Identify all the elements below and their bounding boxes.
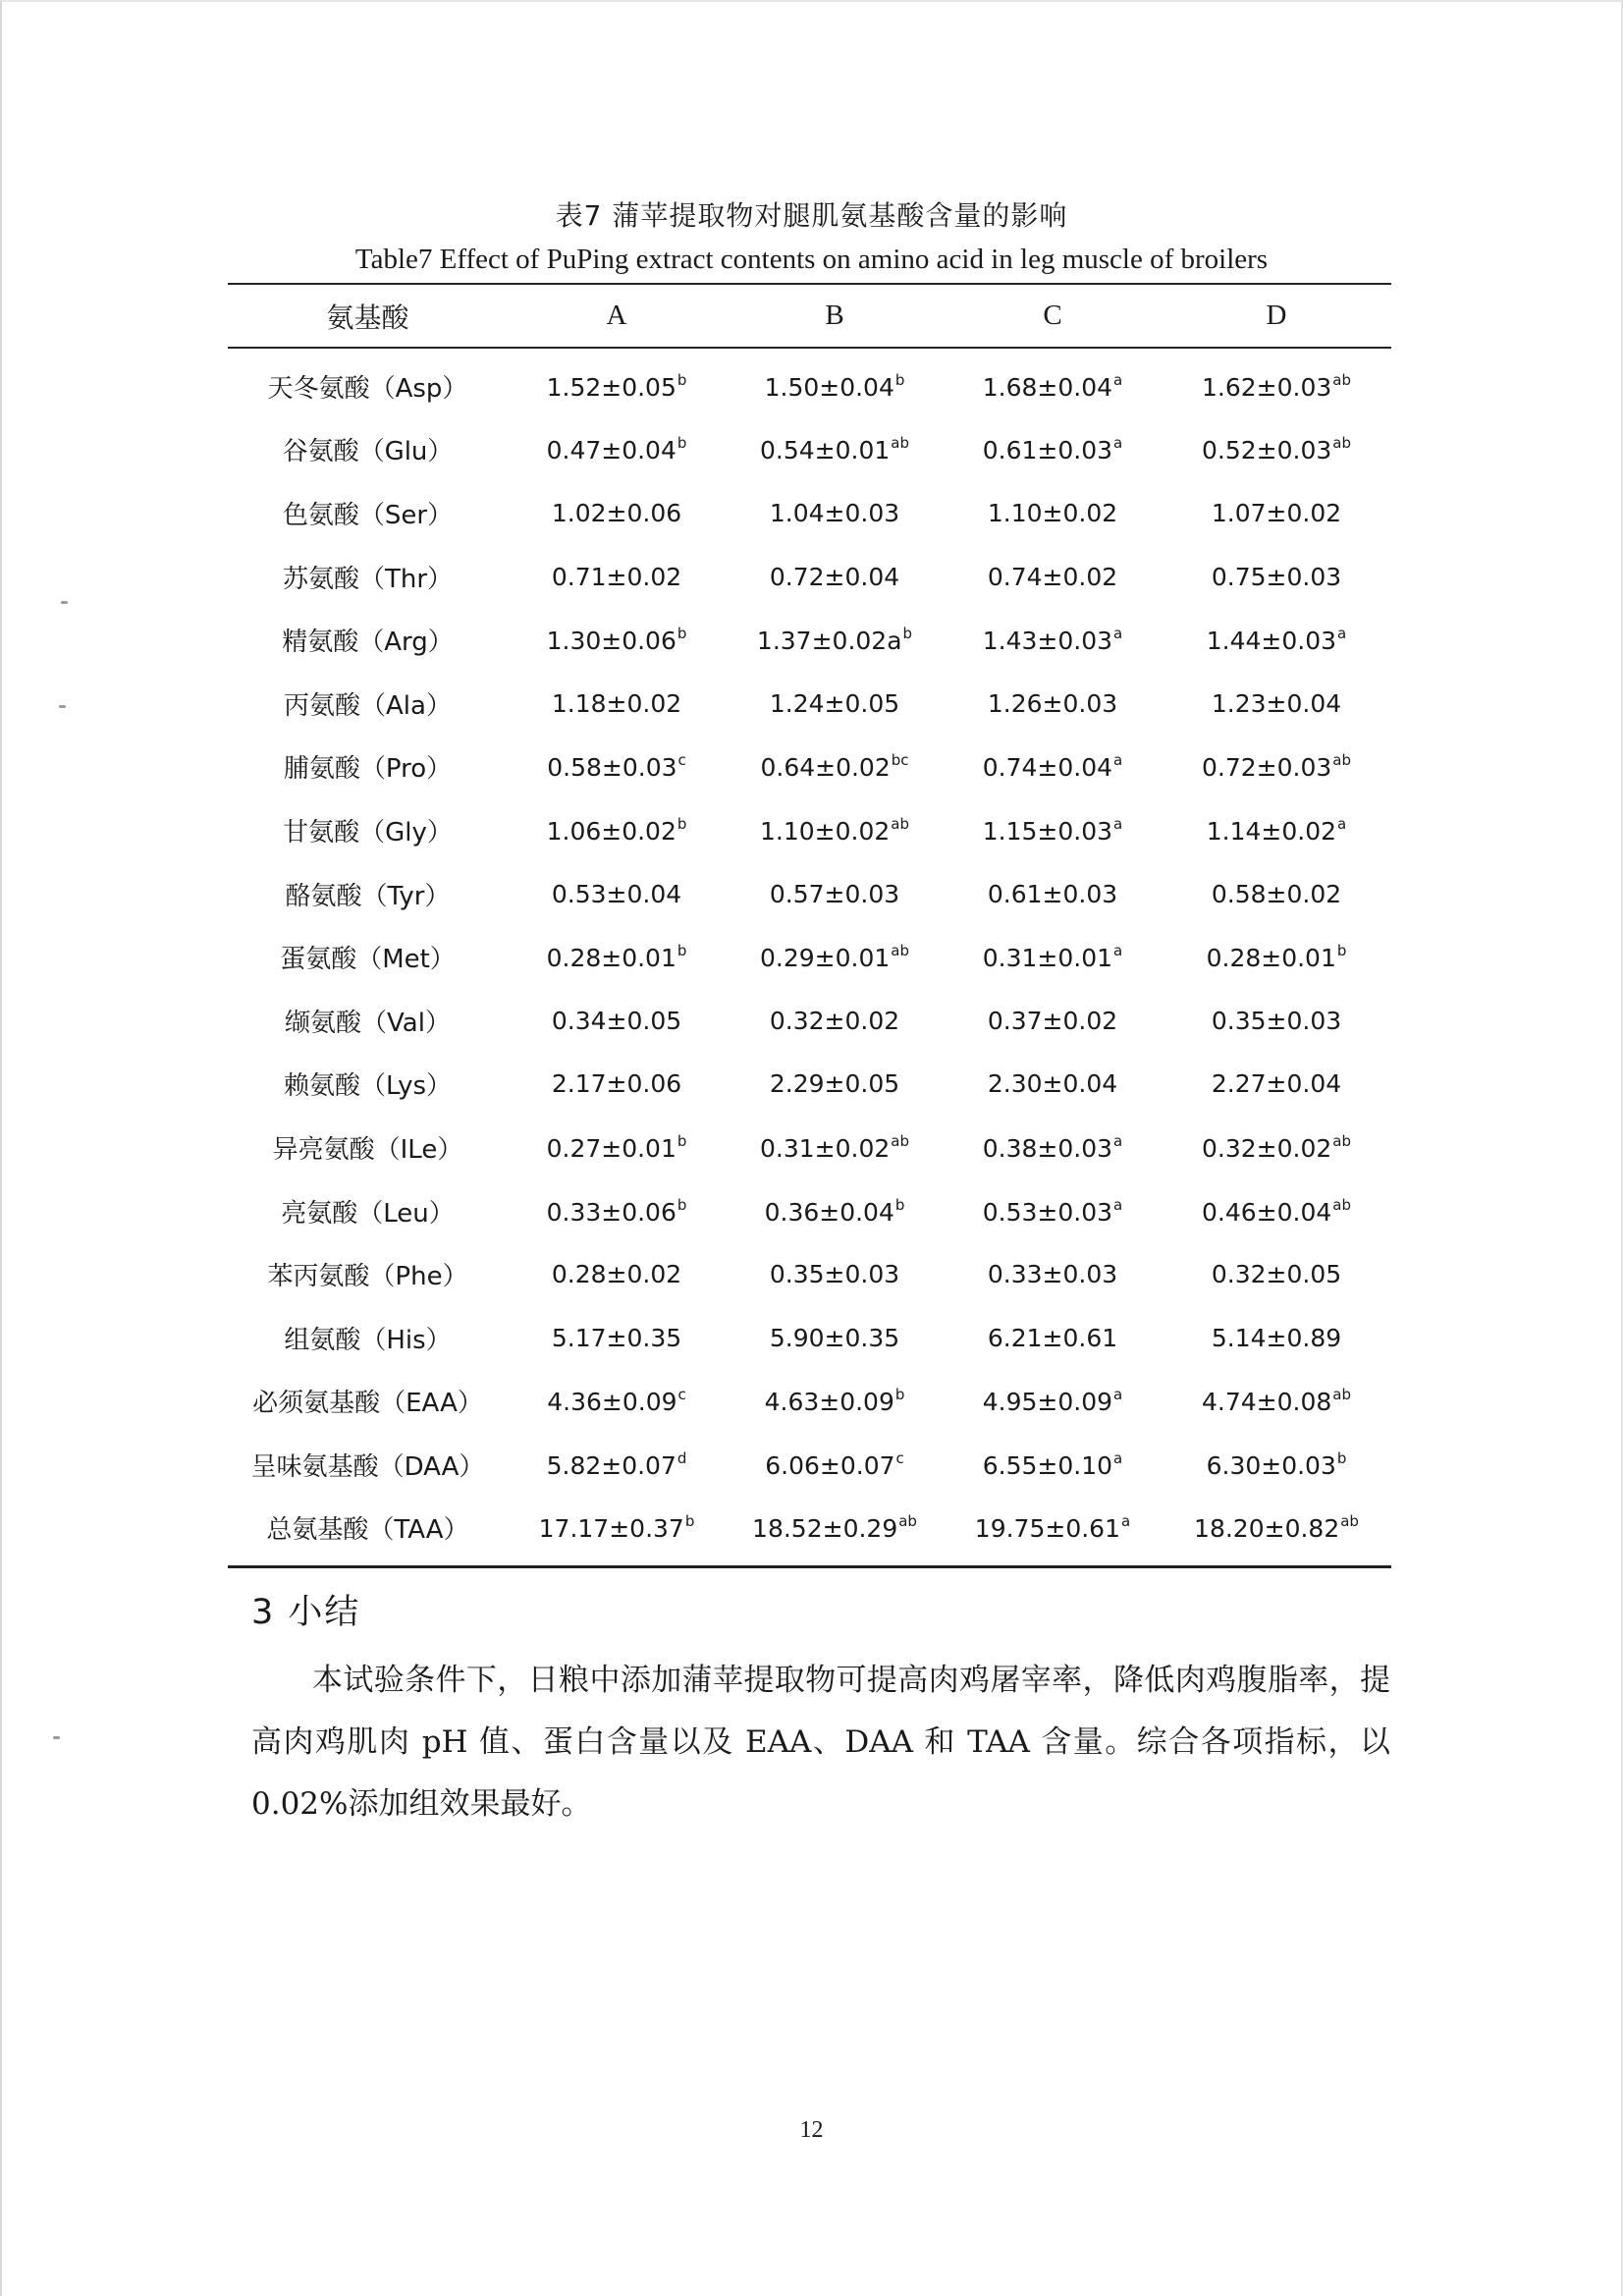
scan-speck [61, 601, 68, 604]
value-cell-group-c [944, 989, 1162, 1053]
table-row [228, 1433, 1391, 1497]
mean-sd-value: 0.38±0.03 [982, 1133, 1113, 1163]
significance-letter: b [676, 942, 687, 960]
table-row [228, 348, 1391, 418]
value-cell-group-b [726, 545, 944, 609]
value-cell-group-d [1162, 1053, 1391, 1117]
scan-speck [53, 1736, 60, 1739]
amino-acid-name: 天冬氨酸（Asp） [267, 373, 468, 404]
mean-sd-value: 0.72±0.04 [769, 562, 900, 591]
amino-acid-table [228, 283, 1391, 1568]
value-cell-group-d [1162, 418, 1391, 482]
table-row [228, 1179, 1391, 1243]
value-cell-group-a [508, 862, 726, 926]
value-cell-group-b [726, 1306, 944, 1370]
value-cell-group-c [944, 545, 1162, 609]
significance-letter: ab [891, 1131, 909, 1150]
mean-sd-value: 5.17±0.35 [551, 1323, 682, 1352]
table-row [228, 672, 1391, 736]
header-group-c: C [1043, 300, 1062, 331]
significance-letter: a [1113, 1449, 1123, 1467]
mean-sd-value: 0.31±0.01 [982, 944, 1113, 973]
mean-sd-value: 0.36±0.04 [764, 1197, 894, 1227]
significance-letter: a [1113, 751, 1123, 770]
value-cell-group-a [508, 545, 726, 609]
significance-letter: ab [1332, 370, 1351, 389]
mean-sd-value: 0.53±0.04 [551, 879, 682, 908]
value-cell-group-a [508, 1179, 726, 1243]
value-cell-group-a [508, 1053, 726, 1117]
significance-letter: a [1113, 814, 1123, 833]
amino-acid-name: 组氨酸（His） [284, 1325, 452, 1355]
value-cell-group-b [726, 925, 944, 989]
mean-sd-value: 0.29±0.01 [760, 944, 891, 973]
mean-sd-value: 2.27±0.04 [1211, 1069, 1342, 1099]
table-row [228, 989, 1391, 1053]
amino-acid-name: 谷氨酸（Glu） [282, 437, 454, 467]
table-row [228, 418, 1391, 482]
value-cell-group-c [944, 1370, 1162, 1434]
amino-acid-name: 亮氨酸（Leu） [281, 1198, 455, 1229]
mean-sd-value: 0.33±0.06 [546, 1197, 676, 1227]
value-cell-group-d [1162, 1370, 1391, 1434]
value-cell-group-d [1162, 481, 1391, 545]
significance-letter: bc [891, 751, 909, 770]
mean-sd-value: 1.52±0.05 [546, 372, 676, 402]
mean-sd-value: 1.15±0.03 [982, 816, 1113, 846]
mean-sd-value: 1.68±0.04 [982, 372, 1113, 402]
amino-acid-name: 蛋氨酸（Met） [280, 945, 456, 975]
mean-sd-value: 0.35±0.03 [1211, 1006, 1342, 1035]
significance-letter: b [676, 1195, 687, 1214]
header-group-d: D [1266, 300, 1287, 331]
mean-sd-value: 6.30±0.03 [1206, 1450, 1336, 1480]
mean-sd-value: 1.02±0.06 [551, 498, 682, 527]
significance-letter: b [1336, 942, 1347, 960]
value-cell-group-b [726, 1433, 944, 1497]
table-body [228, 348, 1391, 1567]
table-row [228, 1242, 1391, 1306]
mean-sd-value: 0.35±0.03 [769, 1260, 900, 1289]
mean-sd-value: 0.32±0.02 [1202, 1133, 1332, 1163]
amino-acid-name: 苏氨酸（Thr） [282, 564, 454, 594]
mean-sd-value: 0.64±0.02 [760, 753, 891, 783]
amino-acid-name: 色氨酸（Ser） [282, 500, 454, 530]
value-cell-group-a [508, 1242, 726, 1306]
significance-letter: ab [1332, 751, 1351, 770]
mean-sd-value: 0.58±0.03 [547, 753, 677, 783]
mean-sd-value: 0.28±0.01 [546, 944, 676, 973]
value-cell-group-a [508, 989, 726, 1053]
mean-sd-value: 19.75±0.61 [974, 1514, 1120, 1544]
mean-sd-value: 0.52±0.03 [1202, 436, 1332, 465]
mean-sd-value: 2.29±0.05 [769, 1069, 900, 1099]
value-cell-group-d [1162, 1433, 1391, 1497]
mean-sd-value: 1.23±0.04 [1211, 688, 1342, 718]
value-cell-group-b [726, 418, 944, 482]
table-caption-chinese: 表7 蒲苹提取物对腿肌氨基酸含量的影响 [555, 199, 1068, 232]
value-cell-group-a [508, 608, 726, 672]
mean-sd-value: 1.62±0.03 [1202, 372, 1332, 402]
mean-sd-value: 0.27±0.01 [546, 1133, 676, 1163]
mean-sd-value: 0.28±0.02 [551, 1260, 682, 1289]
mean-sd-value: 1.07±0.02 [1211, 498, 1342, 527]
value-cell-group-a [508, 672, 726, 736]
table-header-row [228, 284, 1391, 348]
value-cell-group-d [1162, 989, 1391, 1053]
mean-sd-value: 0.61±0.03 [982, 436, 1113, 465]
scan-speck [59, 705, 66, 708]
value-cell-group-b [726, 862, 944, 926]
mean-sd-value: 0.54±0.01 [760, 436, 891, 465]
value-cell-group-b [726, 672, 944, 736]
page-number: 12 [799, 2117, 824, 2143]
mean-sd-value: 6.55±0.10 [982, 1450, 1113, 1480]
significance-letter: b [676, 814, 687, 833]
mean-sd-value: 0.37±0.02 [987, 1006, 1118, 1035]
significance-letter: a [1113, 1131, 1123, 1150]
value-cell-group-a [508, 1116, 726, 1179]
value-cell-group-a [508, 481, 726, 545]
table-row [228, 1053, 1391, 1117]
mean-sd-value: 1.44±0.03 [1206, 627, 1337, 656]
significance-letter: c [895, 1449, 904, 1467]
significance-letter: d [676, 1449, 687, 1467]
summary-paragraph: 本试验条件下，日粮中添加蒲苹提取物可提高肉鸡屠宰率，降低肉鸡腹脂率，提高肉鸡肌肉 pH 值、蛋白含量以及 EAA、DAA 和 TAA 含量。综合各项指标，以 0.02%添加组效果最好。 [251, 1663, 1390, 1822]
amino-acid-name: 丙氨酸（Ala） [284, 690, 452, 721]
value-cell-group-a [508, 798, 726, 862]
significance-letter: ab [891, 942, 909, 960]
value-cell-group-d [1162, 1497, 1391, 1567]
mean-sd-value: 18.20±0.82 [1194, 1514, 1340, 1544]
significance-letter: b [1336, 1449, 1347, 1467]
value-cell-group-a [508, 1497, 726, 1567]
value-cell-group-d [1162, 798, 1391, 862]
section-heading: 3 小结 [251, 1593, 361, 1632]
mean-sd-value: 1.10±0.02 [987, 498, 1118, 527]
amino-acid-name: 苯丙氨酸（Phe） [267, 1262, 468, 1292]
value-cell-group-a [508, 1306, 726, 1370]
mean-sd-value: 5.90±0.35 [769, 1323, 900, 1352]
mean-sd-value: 0.71±0.02 [551, 562, 682, 591]
mean-sd-value: 5.14±0.89 [1211, 1323, 1342, 1352]
header-group-b: B [825, 300, 844, 331]
significance-letter: c [677, 751, 686, 770]
value-cell-group-d [1162, 925, 1391, 989]
significance-letter: ab [1332, 1195, 1351, 1214]
mean-sd-value: 4.74±0.08 [1202, 1388, 1332, 1417]
value-cell-group-d [1162, 608, 1391, 672]
value-cell-group-b [726, 989, 944, 1053]
value-cell-group-b [726, 798, 944, 862]
table-row [228, 1497, 1391, 1567]
value-cell-group-d [1162, 736, 1391, 799]
mean-sd-value: 0.72±0.03 [1202, 753, 1332, 783]
value-cell-group-b [726, 1116, 944, 1179]
value-cell-group-c [944, 862, 1162, 926]
significance-letter: b [676, 625, 687, 643]
value-cell-group-b [726, 1497, 944, 1567]
mean-sd-value: 0.32±0.05 [1211, 1260, 1342, 1289]
value-cell-group-d [1162, 545, 1391, 609]
value-cell-group-b [726, 481, 944, 545]
table-row [228, 481, 1391, 545]
header-amino-acid: 氨基酸 [326, 301, 409, 334]
significance-letter: ab [891, 434, 909, 453]
value-cell-group-b [726, 348, 944, 418]
significance-letter: a [1113, 434, 1123, 453]
value-cell-group-a [508, 925, 726, 989]
mean-sd-value: 1.43±0.03 [982, 627, 1113, 656]
value-cell-group-b [726, 1053, 944, 1117]
value-cell-group-a [508, 1433, 726, 1497]
amino-acid-name: 精氨酸（Arg） [282, 628, 454, 658]
mean-sd-value: 0.34±0.05 [551, 1006, 682, 1035]
significance-letter: ab [1340, 1512, 1359, 1531]
mean-sd-value: 0.46±0.04 [1202, 1197, 1332, 1227]
mean-sd-value: 2.30±0.04 [987, 1069, 1118, 1099]
table-row [228, 862, 1391, 926]
mean-sd-value: 0.33±0.03 [987, 1260, 1118, 1289]
table-row [228, 736, 1391, 799]
value-cell-group-b [726, 608, 944, 672]
value-cell-group-c [944, 481, 1162, 545]
amino-acid-name: 总氨基酸（TAA） [266, 1515, 469, 1546]
significance-letter: a [1337, 625, 1347, 643]
significance-letter: b [894, 370, 905, 389]
significance-letter: ab [898, 1512, 917, 1531]
mean-sd-value: 1.10±0.02 [760, 816, 891, 846]
amino-acid-name: 异亮氨酸（ILe） [272, 1134, 463, 1165]
significance-letter: a [1113, 625, 1123, 643]
mean-sd-value: 1.18±0.02 [551, 688, 682, 718]
value-cell-group-d [1162, 1179, 1391, 1243]
mean-sd-value: 2.17±0.06 [551, 1069, 682, 1099]
mean-sd-value: 1.30±0.06 [546, 627, 676, 656]
value-cell-group-b [726, 1370, 944, 1434]
amino-acid-name: 必须氨基酸（EAA） [252, 1389, 483, 1419]
value-cell-group-b [726, 1179, 944, 1243]
table-row [228, 798, 1391, 862]
value-cell-group-d [1162, 862, 1391, 926]
mean-sd-value: 17.17±0.37 [538, 1514, 684, 1544]
value-cell-group-c [944, 1116, 1162, 1179]
significance-letter: b [676, 434, 687, 453]
significance-letter: b [902, 625, 913, 643]
mean-sd-value: 0.31±0.02 [760, 1133, 891, 1163]
value-cell-group-c [944, 1242, 1162, 1306]
value-cell-group-c [944, 736, 1162, 799]
mean-sd-value: 4.36±0.09 [547, 1388, 677, 1417]
table-row [228, 608, 1391, 672]
mean-sd-value: 18.52±0.29 [752, 1514, 898, 1544]
value-cell-group-a [508, 418, 726, 482]
table-row [228, 925, 1391, 989]
mean-sd-value: 0.58±0.02 [1211, 879, 1342, 908]
value-cell-group-c [944, 1179, 1162, 1243]
significance-letter: ab [1332, 1386, 1351, 1404]
significance-letter: ab [1332, 434, 1351, 453]
mean-sd-value: 0.75±0.03 [1211, 562, 1342, 591]
table-row [228, 1306, 1391, 1370]
value-cell-group-d [1162, 348, 1391, 418]
header-group-a: A [606, 300, 627, 331]
mean-sd-value: 0.57±0.03 [769, 879, 900, 908]
significance-letter: b [894, 1386, 905, 1404]
mean-sd-value: 0.53±0.03 [982, 1197, 1113, 1227]
amino-acid-name: 甘氨酸（Gly） [283, 817, 453, 847]
significance-letter: b [676, 1131, 687, 1150]
value-cell-group-c [944, 1497, 1162, 1567]
mean-sd-value: 1.14±0.02 [1206, 816, 1337, 846]
amino-acid-name: 酪氨酸（Tyr） [285, 881, 451, 911]
value-cell-group-b [726, 1242, 944, 1306]
mean-sd-value: 4.63±0.09 [764, 1388, 894, 1417]
amino-acid-name: 赖氨酸（Lys） [283, 1071, 453, 1102]
value-cell-group-b [726, 736, 944, 799]
value-cell-group-d [1162, 1306, 1391, 1370]
value-cell-group-d [1162, 1116, 1391, 1179]
mean-sd-value: 1.26±0.03 [987, 688, 1118, 718]
mean-sd-value: 6.21±0.61 [987, 1323, 1118, 1352]
value-cell-group-c [944, 672, 1162, 736]
significance-letter: a [1113, 1195, 1123, 1214]
value-cell-group-d [1162, 1242, 1391, 1306]
mean-sd-value: 6.06±0.07 [765, 1450, 895, 1480]
mean-sd-value: 1.06±0.02 [546, 816, 676, 846]
amino-acid-name: 脯氨酸（Pro） [283, 754, 453, 785]
value-cell-group-d [1162, 672, 1391, 736]
amino-acid-name: 缬氨酸（Val） [285, 1008, 451, 1038]
value-cell-group-c [944, 1053, 1162, 1117]
value-cell-group-c [944, 1433, 1162, 1497]
value-cell-group-c [944, 798, 1162, 862]
significance-letter: a [1113, 370, 1123, 389]
value-cell-group-c [944, 418, 1162, 482]
value-cell-group-c [944, 348, 1162, 418]
significance-letter: ab [891, 814, 909, 833]
significance-letter: a [1113, 1386, 1123, 1404]
value-cell-group-c [944, 608, 1162, 672]
significance-letter: a [1120, 1512, 1131, 1531]
significance-letter: c [677, 1386, 686, 1404]
significance-letter: b [676, 370, 687, 389]
significance-letter: b [684, 1512, 695, 1531]
table-row [228, 1370, 1391, 1434]
mean-sd-value: 0.74±0.04 [982, 753, 1113, 783]
mean-sd-value: 0.32±0.02 [769, 1006, 900, 1035]
significance-letter: ab [1332, 1131, 1351, 1150]
mean-sd-value: 5.82±0.07 [546, 1450, 676, 1480]
mean-sd-value: 1.50±0.04 [764, 372, 894, 402]
table-row [228, 1116, 1391, 1179]
value-cell-group-c [944, 925, 1162, 989]
mean-sd-value: 0.47±0.04 [546, 436, 676, 465]
value-cell-group-a [508, 1370, 726, 1434]
value-cell-group-a [508, 348, 726, 418]
mean-sd-value: 0.28±0.01 [1206, 944, 1336, 973]
value-cell-group-a [508, 736, 726, 799]
mean-sd-value: 1.24±0.05 [769, 688, 900, 718]
mean-sd-value: 1.04±0.03 [769, 498, 900, 527]
mean-sd-value: 0.61±0.03 [987, 879, 1118, 908]
table-caption-english: Table7 Effect of PuPing extract contents on amino acid in leg muscle of broilers [354, 244, 1269, 275]
significance-letter: b [894, 1195, 905, 1214]
significance-letter: a [1337, 814, 1347, 833]
amino-acid-name: 呈味氨基酸（DAA） [250, 1451, 485, 1482]
mean-sd-value: 0.74±0.02 [987, 562, 1118, 591]
table-row [228, 545, 1391, 609]
mean-sd-value: 1.37±0.02a [756, 627, 902, 656]
significance-letter: a [1113, 942, 1123, 960]
mean-sd-value: 4.95±0.09 [982, 1388, 1113, 1417]
value-cell-group-c [944, 1306, 1162, 1370]
